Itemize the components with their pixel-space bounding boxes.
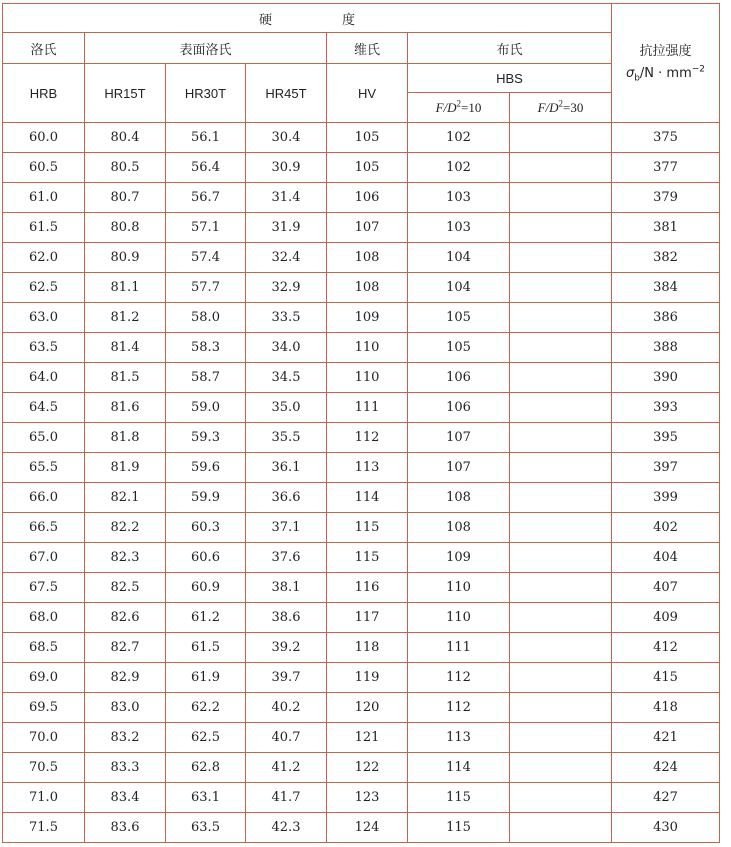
hbs-10-cell: 113: [408, 723, 510, 753]
hr30t-cell: 61.9: [166, 663, 246, 693]
hr30t-cell: 57.4: [166, 243, 246, 273]
tensile-cell: 404: [612, 543, 720, 573]
hbs-30-cell: [510, 213, 612, 243]
table-row: [3, 543, 720, 573]
hr45t-cell: 42.3: [246, 813, 327, 843]
table-row: [3, 483, 720, 513]
hr15t-cell: 82.3: [85, 543, 166, 573]
hr45t-cell: 33.5: [246, 303, 327, 333]
tensile-strength-header: [612, 4, 720, 123]
hbs-10-cell: 111: [408, 633, 510, 663]
table-row: [3, 753, 720, 783]
hrb-cell: 64.0: [3, 363, 85, 393]
hr15t-cell: 82.9: [85, 663, 166, 693]
table-body: [3, 123, 720, 843]
hr30t-cell: 56.4: [166, 153, 246, 183]
hbs-10-cell: 115: [408, 813, 510, 843]
hr45t-cell: 36.6: [246, 483, 327, 513]
hr15t-cell: 81.8: [85, 423, 166, 453]
hrb-cell: 62.0: [3, 243, 85, 273]
hr30t-cell: 61.2: [166, 603, 246, 633]
hr30t-cell: 56.1: [166, 123, 246, 153]
table-row: [3, 213, 720, 243]
table-row: [3, 693, 720, 723]
table-row: [3, 303, 720, 333]
tensile-strength-label: 抗拉强度: [639, 44, 692, 59]
hr30t-cell: 58.3: [166, 333, 246, 363]
table-row: [3, 393, 720, 423]
tensile-cell: 421: [612, 723, 720, 753]
f-d2-30-header: $F/D^2=30$: [510, 93, 612, 123]
hrb-cell: 68.0: [3, 603, 85, 633]
hrb-cell: 69.0: [3, 663, 85, 693]
hardness-conversion-table: [2, 3, 720, 843]
hr15t-cell: 80.7: [85, 183, 166, 213]
rockwell-header: 洛氏: [3, 33, 85, 64]
hr15t-cell: 81.5: [85, 363, 166, 393]
hrb-cell: 60.0: [3, 123, 85, 153]
tensile-cell: 388: [612, 333, 720, 363]
hv-cell: 111: [327, 393, 408, 423]
hr45t-cell: 32.9: [246, 273, 327, 303]
hv-cell: 121: [327, 723, 408, 753]
hr30t-cell: 59.6: [166, 453, 246, 483]
hbs-10-cell: 107: [408, 423, 510, 453]
hr30t-cell: 62.2: [166, 693, 246, 723]
hardness-conversion-table-wrapper: [2, 3, 720, 843]
f-d2-10-header: $F/D^2=10$: [408, 93, 510, 123]
hbs-30-cell: [510, 423, 612, 453]
hbs-10-cell: 105: [408, 303, 510, 333]
hr30t-cell: 63.1: [166, 783, 246, 813]
hr30t-cell: 62.8: [166, 753, 246, 783]
hr45t-cell: 34.5: [246, 363, 327, 393]
hv-cell: 108: [327, 273, 408, 303]
hr45t-cell: 40.7: [246, 723, 327, 753]
table-row: [3, 243, 720, 273]
hbs-30-cell: [510, 453, 612, 483]
tensile-cell: 395: [612, 423, 720, 453]
tensile-cell: 375: [612, 123, 720, 153]
hbs-30-cell: [510, 363, 612, 393]
hr15t-cell: 83.4: [85, 783, 166, 813]
hr15t-header: HR15T: [85, 64, 166, 123]
hr45t-cell: 41.2: [246, 753, 327, 783]
hrb-cell: 60.5: [3, 153, 85, 183]
tensile-strength-unit: $\sigma_b/N \cdot mm^{-2}$: [625, 64, 706, 84]
hv-cell: 113: [327, 453, 408, 483]
hrb-cell: 64.5: [3, 393, 85, 423]
hrb-cell: 65.0: [3, 423, 85, 453]
hbs-10-cell: 108: [408, 513, 510, 543]
hr15t-cell: 83.0: [85, 693, 166, 723]
tensile-cell: 430: [612, 813, 720, 843]
hr30t-cell: 57.7: [166, 273, 246, 303]
hbs-10-cell: 106: [408, 393, 510, 423]
hr45t-cell: 30.9: [246, 153, 327, 183]
hv-cell: 108: [327, 243, 408, 273]
tensile-cell: 418: [612, 693, 720, 723]
hbs-30-cell: [510, 633, 612, 663]
hr45t-cell: 30.4: [246, 123, 327, 153]
hr15t-cell: 83.3: [85, 753, 166, 783]
table-row: [3, 813, 720, 843]
hr30t-cell: 57.1: [166, 213, 246, 243]
table-row: [3, 363, 720, 393]
table-row: [3, 723, 720, 753]
hbs-10-cell: 110: [408, 603, 510, 633]
hbs-30-cell: [510, 573, 612, 603]
hrb-cell: 66.5: [3, 513, 85, 543]
table-row: [3, 183, 720, 213]
hr30t-cell: 60.9: [166, 573, 246, 603]
hbs-30-cell: [510, 753, 612, 783]
table-row: [3, 633, 720, 663]
tensile-cell: 379: [612, 183, 720, 213]
hr15t-cell: 80.8: [85, 213, 166, 243]
hrb-cell: 61.5: [3, 213, 85, 243]
hardness-group-header: [3, 4, 612, 33]
hbs-10-cell: 110: [408, 573, 510, 603]
hr15t-cell: 81.6: [85, 393, 166, 423]
hr45t-cell: 38.1: [246, 573, 327, 603]
hbs-30-cell: [510, 393, 612, 423]
table-row: [3, 783, 720, 813]
hr45t-cell: 39.2: [246, 633, 327, 663]
hbs-30-cell: [510, 333, 612, 363]
hr30t-cell: 59.9: [166, 483, 246, 513]
hv-cell: 116: [327, 573, 408, 603]
tensile-cell: 382: [612, 243, 720, 273]
hr15t-cell: 80.5: [85, 153, 166, 183]
table-row: [3, 423, 720, 453]
hr30t-cell: 56.7: [166, 183, 246, 213]
hr15t-cell: 81.9: [85, 453, 166, 483]
hr45t-cell: 35.0: [246, 393, 327, 423]
hrb-cell: 61.0: [3, 183, 85, 213]
hbs-30-cell: [510, 693, 612, 723]
hr30t-cell: 58.7: [166, 363, 246, 393]
hbs-10-cell: 107: [408, 453, 510, 483]
hv-cell: 110: [327, 333, 408, 363]
hv-header: HV: [327, 64, 408, 123]
table-row: [3, 273, 720, 303]
hr15t-cell: 82.2: [85, 513, 166, 543]
hbs-30-cell: [510, 153, 612, 183]
hrb-cell: 66.0: [3, 483, 85, 513]
hr45t-cell: 37.6: [246, 543, 327, 573]
hr30t-cell: 59.0: [166, 393, 246, 423]
table-row: [3, 663, 720, 693]
tensile-cell: 427: [612, 783, 720, 813]
hrb-cell: 70.0: [3, 723, 85, 753]
hv-cell: 117: [327, 603, 408, 633]
hr15t-cell: 82.6: [85, 603, 166, 633]
hbs-30-cell: [510, 123, 612, 153]
tensile-cell: 409: [612, 603, 720, 633]
hr30t-cell: 63.5: [166, 813, 246, 843]
hv-cell: 112: [327, 423, 408, 453]
hardness-char-2: 度: [342, 12, 356, 28]
hbs-30-cell: [510, 723, 612, 753]
hr45t-cell: 37.1: [246, 513, 327, 543]
hv-cell: 123: [327, 783, 408, 813]
hbs-30-cell: [510, 663, 612, 693]
hbs-header: HBS: [408, 64, 612, 93]
hr15t-cell: 80.4: [85, 123, 166, 153]
hrb-cell: 63.0: [3, 303, 85, 333]
hardness-char-1: 硬: [258, 12, 272, 28]
hbs-10-cell: 114: [408, 753, 510, 783]
hr30t-header: HR30T: [166, 64, 246, 123]
hrb-header: HRB: [3, 64, 85, 123]
hr45t-cell: 38.6: [246, 603, 327, 633]
hr30t-cell: 58.0: [166, 303, 246, 333]
hv-cell: 120: [327, 693, 408, 723]
hbs-10-cell: 104: [408, 243, 510, 273]
tensile-cell: 397: [612, 453, 720, 483]
hv-cell: 105: [327, 153, 408, 183]
table-header: [3, 4, 720, 123]
hrb-cell: 67.0: [3, 543, 85, 573]
hr15t-cell: 82.1: [85, 483, 166, 513]
hv-cell: 115: [327, 543, 408, 573]
hrb-cell: 70.5: [3, 753, 85, 783]
hv-cell: 106: [327, 183, 408, 213]
tensile-cell: 381: [612, 213, 720, 243]
tensile-cell: 424: [612, 753, 720, 783]
table-row: [3, 513, 720, 543]
table-row: [3, 573, 720, 603]
hbs-30-cell: [510, 813, 612, 843]
tensile-cell: 402: [612, 513, 720, 543]
hr45t-cell: 31.9: [246, 213, 327, 243]
hbs-10-cell: 112: [408, 663, 510, 693]
brinell-header: 布氏: [408, 33, 612, 64]
hv-cell: 118: [327, 633, 408, 663]
hrb-cell: 65.5: [3, 453, 85, 483]
hr45t-cell: 41.7: [246, 783, 327, 813]
tensile-cell: 399: [612, 483, 720, 513]
hr15t-cell: 80.9: [85, 243, 166, 273]
hr45t-cell: 36.1: [246, 453, 327, 483]
hbs-10-cell: 112: [408, 693, 510, 723]
hrb-cell: 71.5: [3, 813, 85, 843]
hv-cell: 110: [327, 363, 408, 393]
hr30t-cell: 62.5: [166, 723, 246, 753]
tensile-cell: 407: [612, 573, 720, 603]
hbs-30-cell: [510, 303, 612, 333]
table-row: [3, 333, 720, 363]
hbs-10-cell: 109: [408, 543, 510, 573]
hr15t-cell: 81.2: [85, 303, 166, 333]
hbs-10-cell: 115: [408, 783, 510, 813]
hbs-10-cell: 103: [408, 213, 510, 243]
tensile-cell: 393: [612, 393, 720, 423]
hr30t-cell: 60.3: [166, 513, 246, 543]
hr45t-cell: 35.5: [246, 423, 327, 453]
hbs-10-cell: 108: [408, 483, 510, 513]
hrb-cell: 62.5: [3, 273, 85, 303]
hbs-10-cell: 102: [408, 153, 510, 183]
table-row: [3, 603, 720, 633]
hr15t-cell: 83.2: [85, 723, 166, 753]
hbs-30-cell: [510, 483, 612, 513]
hbs-30-cell: [510, 543, 612, 573]
hr30t-cell: 61.5: [166, 633, 246, 663]
hv-cell: 122: [327, 753, 408, 783]
hr45t-cell: 31.4: [246, 183, 327, 213]
hv-cell: 119: [327, 663, 408, 693]
tensile-cell: 415: [612, 663, 720, 693]
hbs-10-cell: 106: [408, 363, 510, 393]
hv-cell: 115: [327, 513, 408, 543]
vickers-header: 维氏: [327, 33, 408, 64]
tensile-cell: 384: [612, 273, 720, 303]
hbs-30-cell: [510, 243, 612, 273]
hbs-10-cell: 104: [408, 273, 510, 303]
table-row: [3, 153, 720, 183]
hr45t-cell: 40.2: [246, 693, 327, 723]
hrb-cell: 71.0: [3, 783, 85, 813]
hr45t-cell: 32.4: [246, 243, 327, 273]
surface-rockwell-header: 表面洛氏: [85, 33, 327, 64]
hbs-30-cell: [510, 273, 612, 303]
hv-cell: 109: [327, 303, 408, 333]
hbs-30-cell: [510, 513, 612, 543]
hrb-cell: 69.5: [3, 693, 85, 723]
hv-cell: 105: [327, 123, 408, 153]
hv-cell: 107: [327, 213, 408, 243]
hbs-10-cell: 103: [408, 183, 510, 213]
tensile-cell: 386: [612, 303, 720, 333]
hv-cell: 124: [327, 813, 408, 843]
tensile-cell: 390: [612, 363, 720, 393]
hr45t-cell: 39.7: [246, 663, 327, 693]
tensile-cell: 412: [612, 633, 720, 663]
hbs-30-cell: [510, 603, 612, 633]
hrb-cell: 67.5: [3, 573, 85, 603]
hr30t-cell: 60.6: [166, 543, 246, 573]
hbs-30-cell: [510, 183, 612, 213]
hr15t-cell: 81.1: [85, 273, 166, 303]
hbs-10-cell: 105: [408, 333, 510, 363]
hr15t-cell: 82.7: [85, 633, 166, 663]
hr45t-cell: 34.0: [246, 333, 327, 363]
hrb-cell: 63.5: [3, 333, 85, 363]
table-row: [3, 453, 720, 483]
table-row: [3, 123, 720, 153]
hr30t-cell: 59.3: [166, 423, 246, 453]
tensile-cell: 377: [612, 153, 720, 183]
hr45t-header: HR45T: [246, 64, 327, 123]
hr15t-cell: 82.5: [85, 573, 166, 603]
hbs-10-cell: 102: [408, 123, 510, 153]
hrb-cell: 68.5: [3, 633, 85, 663]
hv-cell: 114: [327, 483, 408, 513]
hbs-30-cell: [510, 783, 612, 813]
hr15t-cell: 81.4: [85, 333, 166, 363]
hr15t-cell: 83.6: [85, 813, 166, 843]
